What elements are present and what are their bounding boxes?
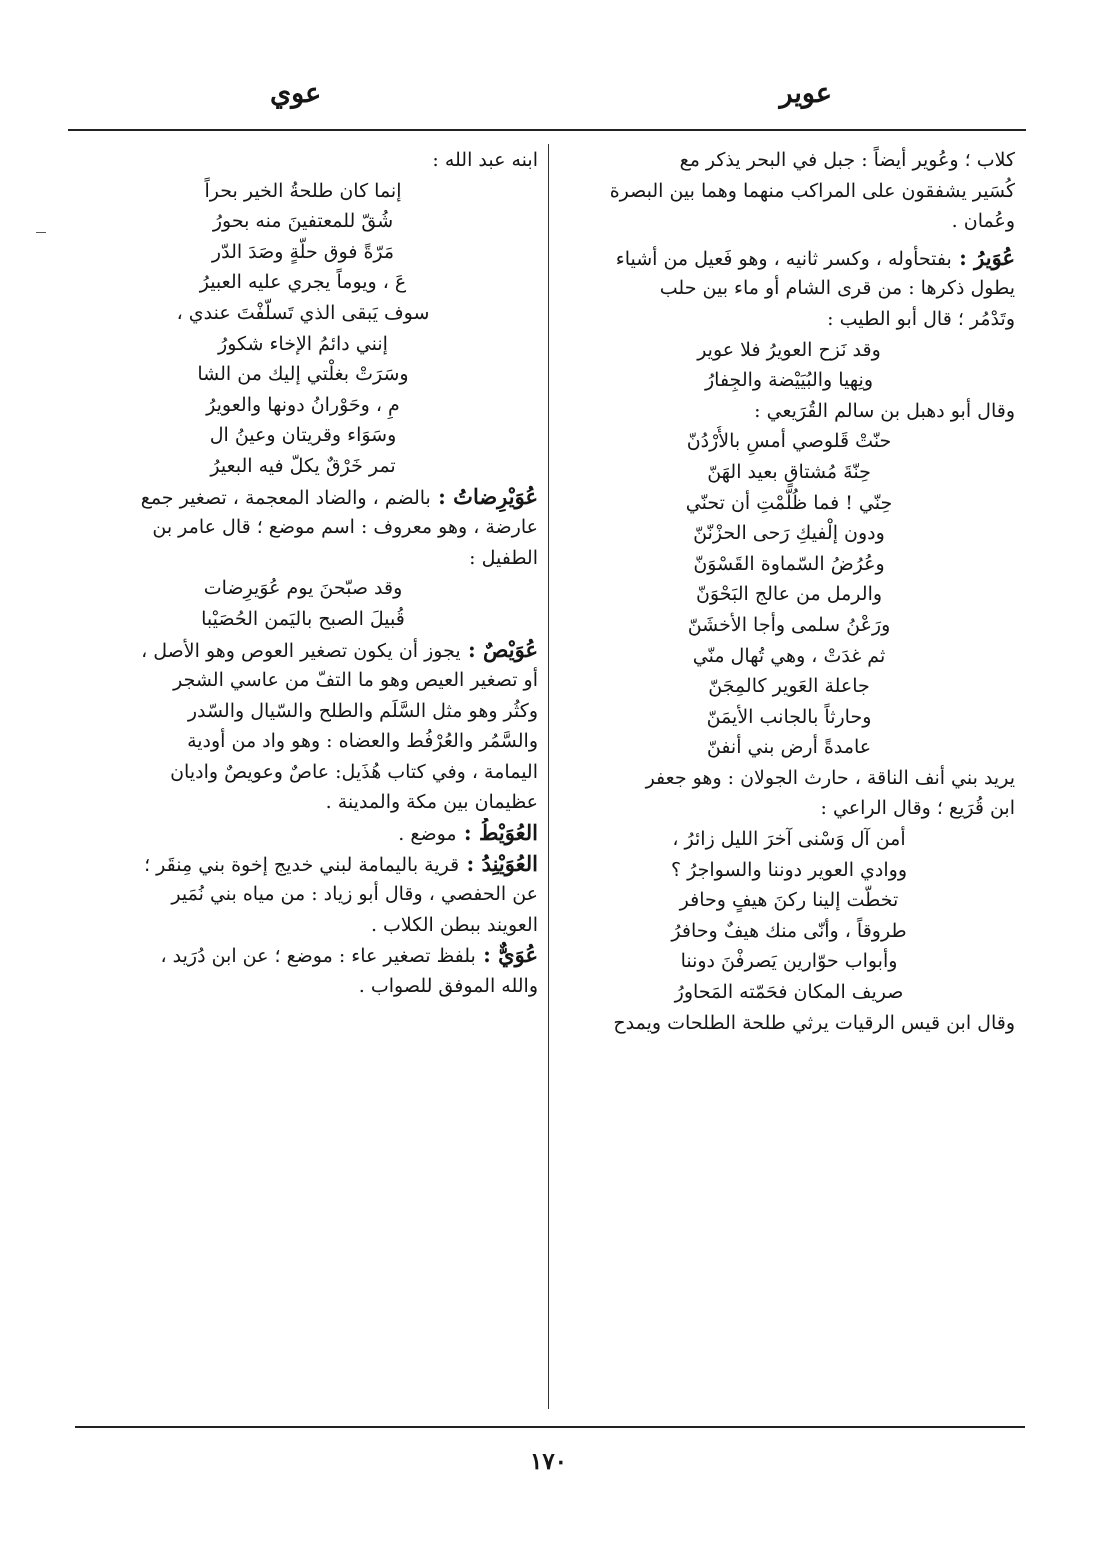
verse-line: ونِهيا والبُيَيْضة والجِفارُ [704,369,873,392]
text-line: يطول ذكرها : من قرى الشام أو ماء بين حلب [659,277,1015,300]
verse-line: سوف يَبقى الذي تَسلّفْتَ عندي ، [176,301,430,324]
text-line: والسَّمُر والعُرْفُط والعضاه : وهو واد من أودية [187,730,538,753]
text-line: وتَدْمُر ؛ قال أبو الطيب : [827,307,1015,330]
verse-line: مِ ، وحَوْرانُ دونها والعويرُ [206,393,400,416]
verse-line: عامدةً أرض بني أنفنّ [706,736,872,759]
running-header-left: عوي [270,78,322,109]
text-line: وقال أبو دهبل بن سالم القُرَيعي : [754,399,1015,422]
verse-line: قُبيلَ الصبح باليَمن الحُصَيْبا [201,607,405,630]
text-line: وعُمان . [951,210,1015,233]
verse-line: جاعلة العَوير كالمِجَنّ [708,675,870,698]
verse-line: أمن آل وَسْنى آخرَ الليل زائرُ ، [672,828,906,851]
definition-text: بلفظ تصغير عاء : موضع ؛ عن ابن دُرَيد ، [160,945,476,968]
text-line: أو تصغير العيص وهو ما التفّ من عاسي الشجر [173,669,538,692]
entry-headword-line [68,849,538,880]
entry-headword-line [563,243,1015,274]
verse-line: وقد نَزح العويرُ فلا عوير [697,338,881,361]
verse-line: حنّتْ قَلوصي أمسِ بالأُرْدُنّ [686,430,892,453]
text-line: وقال ابن قيس الرقيات يرثي طلحة الطلحات ويمدح [613,1011,1015,1034]
verse-line: صريف المكان فحَمّته المَحاورُ [674,981,904,1004]
entry-headword-line [68,940,538,971]
verse-line: طروقاً ، وأنّى منك هيفٌ وحافرُ [671,919,907,942]
verse-line: وأبواب حوّارين يَصرفْنَ دوننا [680,950,898,973]
running-header-right: عوير [779,78,832,109]
headword: العُوَيْنِدُ : [459,850,538,876]
verse-line: ودون إلْفيكِ رَحى الحزْنّنّ [693,522,885,545]
text-line: عن الحفصي ، وقال أبو زياد : من مياه بني نُمَير [171,883,538,906]
text-line: كلاب ؛ وعُوير أيضاً : جبل في البحر يذكر مع [679,149,1015,171]
column-divider [548,144,549,1409]
verse-line: تمر خَرْقٌ يكلّ فيه البعيرُ [210,454,396,477]
verse-line: والرمل من عالج البَحْوَنّ [695,583,883,606]
definition-text: يجوز أن يكون تصغير العوص وهو الأصل ، [141,639,461,662]
text-line: يريد بني أنف الناقة ، حارث الجولان : وهو جعفر [645,766,1015,789]
right-column [563,145,1015,1038]
text-line: وكثُر وهو مثل السَّلَم والطلح والسّيال والسّدر [187,699,538,722]
definition-text: بالضم ، والضاد المعجمة ، تصغير جمع [140,486,431,509]
verse-line: وسَوَاء وقريتان وعينُ ال [209,424,397,447]
verse-line: وعُرُضُ السّماوة القَسْوَنّ [693,552,885,575]
entry-headword-line [68,635,538,666]
verse-line: مَرّةً فوق حلّةٍ وصَدَ الدّر [211,240,395,263]
verse-line: إنني دائمُ الإخاء شكورُ [218,332,388,355]
text-line: والله الموفق للصواب . [358,975,538,998]
text-line: ابن قُرَيع ؛ وقال الراعي : [820,797,1015,820]
entry-headword-line [68,482,538,513]
verse-line: إنما كان طلحةُ الخير بحراً [204,179,402,202]
text-line: عظيمان بين مكة والمدينة . [325,791,538,814]
text-line: عارضة ، وهو معروف : اسم موضع ؛ قال عامر بن [152,516,538,539]
verse-line: ثم غدَتْ ، وهي تُهال منّي [692,644,886,667]
text-line: العويند ببطن الكلاب . [370,913,538,936]
headword: عُوَيٌّ : [475,942,538,968]
left-column [68,145,538,1002]
margin-mark [36,232,46,233]
headword: عُوَيرُ : [951,244,1015,270]
text-line: اليمامة ، وفي كتاب هُذَيل: عاصٌ وعويصٌ واديان [170,760,538,783]
header-rule [68,129,1026,131]
verse-line: شُقّ للمعتفينَ منه بحورُ [212,210,394,233]
entry-headword-line [68,818,538,849]
definition-text: قرية باليمامة لبني خديج إخوة بني مِنقَر ؛ [144,853,460,876]
verse-line: حِنّةَ مُشتاقٍ بعيد الهَنّ [707,460,871,483]
footer-rule [75,1426,1025,1428]
headword: عُوَيْرِضاتُ : [430,483,538,509]
definition-text: بفتحأوله ، وكسر ثانيه ، وهو فَعيل من أشياء [615,247,952,270]
verse-line: وسَرَتْ بغلْتي إليك من الشا [197,363,409,386]
text-line: ابنه عبد الله : [432,149,538,171]
definition-text: موضع . [398,823,457,846]
verse-line: وقد صبّحنَ يوم عُوَيرِضات [203,577,403,600]
verse-line: حِنّي ! فما ظُلّمْتِ أن تحنّي [685,491,893,514]
verse-line: ورَعْنُ سلمى وأجا الأخشَنّ [687,613,891,636]
verse-line: عَ ، ويوماً يجري عليه العبيرُ [199,271,407,294]
headword: العُوَيْطُ : [456,820,538,846]
verse-line: ووادي العوير دوننا والسواجرُ ؟ [671,858,907,881]
verse-line: وحارثاً بالجانب الأيمَنّ [706,705,872,728]
headword: عُوَيْصٌ : [460,636,538,662]
text-line: الطفيل : [469,546,538,569]
verse-line: تخطّت إلينا ركنَ هيفٍ وحافر [679,889,899,912]
text-line: كُسَير يشفقون على المراكب منهما وهما بين البصرة [609,179,1015,202]
page-number: ١٧٠ [529,1448,568,1475]
